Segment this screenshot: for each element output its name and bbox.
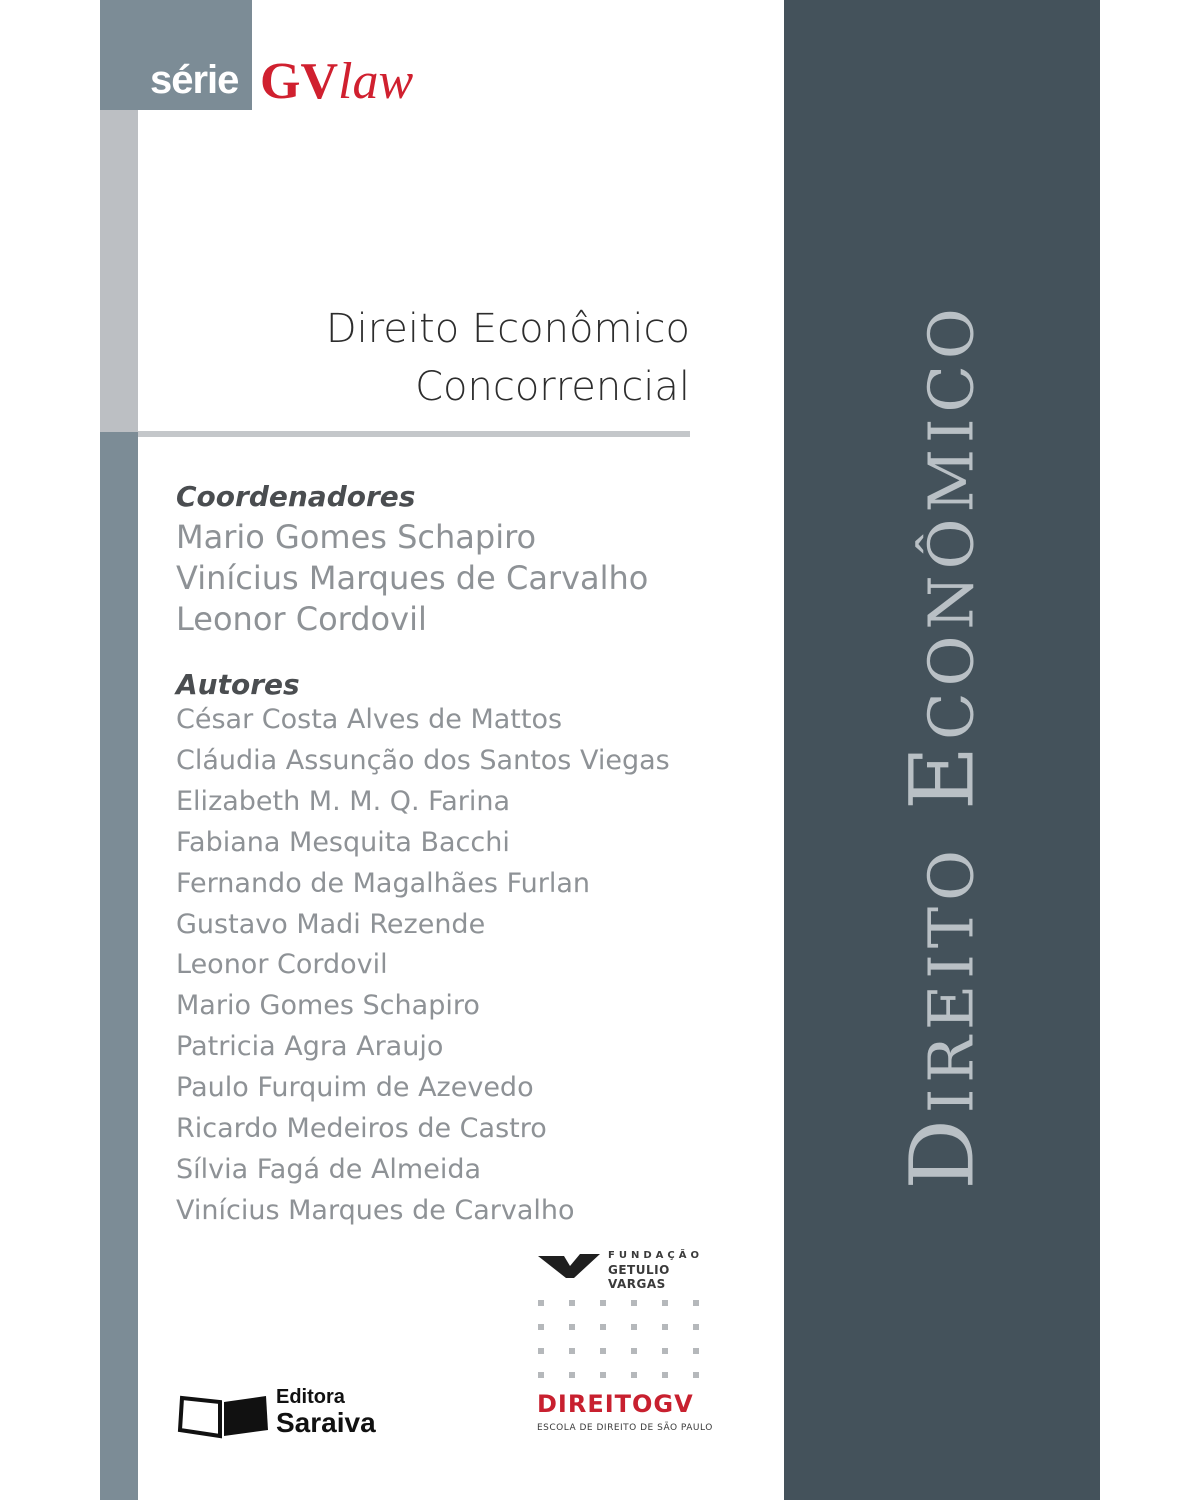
series-prefix: série <box>150 58 239 102</box>
grid-dot <box>538 1300 544 1306</box>
author-name: Vinícius Marques de Carvalho <box>176 1194 575 1226</box>
grid-dot <box>600 1300 606 1306</box>
dot-grid-decoration <box>538 1300 708 1375</box>
coordinators-heading: Coordenadores <box>176 480 416 513</box>
series-logo <box>260 52 413 111</box>
grid-dot <box>538 1348 544 1354</box>
grid-dot <box>569 1372 575 1378</box>
fgv-logo <box>538 1250 708 1290</box>
book-cover <box>100 0 1100 1500</box>
grid-dot <box>631 1300 637 1306</box>
author-name: Leonor Cordovil <box>176 949 388 981</box>
grid-dot <box>538 1324 544 1330</box>
grid-dot <box>662 1324 668 1330</box>
side-bar-light <box>100 110 138 432</box>
authors-list <box>176 700 670 1232</box>
side-bar-dark <box>100 432 138 1500</box>
grid-dot <box>569 1300 575 1306</box>
series-name-main: GV <box>260 53 338 110</box>
title-line-2: Concorrencial <box>415 364 690 410</box>
author-name: Elizabeth M. M. Q. Farina <box>176 785 511 817</box>
grid-dot <box>662 1372 668 1378</box>
open-book-icon <box>176 1390 272 1442</box>
fgv-chevron-icon <box>538 1250 600 1280</box>
grid-dot <box>600 1372 606 1378</box>
grid-dot <box>631 1324 637 1330</box>
fgv-line-1: FUNDAÇÃO <box>608 1250 703 1261</box>
publisher-line-2: Saraiva <box>276 1407 376 1438</box>
title-line-1: Direito Econômico <box>325 306 690 352</box>
publisher-line-1: Editora <box>276 1386 345 1408</box>
book-title <box>326 300 690 416</box>
author-name: Sílvia Fagá de Almeida <box>176 1153 482 1185</box>
spine-panel <box>784 0 1100 1500</box>
grid-dot <box>662 1348 668 1354</box>
spine-title: Direito Econômico <box>890 302 994 1190</box>
author-name: Cláudia Assunção dos Santos Viegas <box>176 744 670 776</box>
coordinator-name: Vinícius Marques de Carvalho <box>176 559 649 597</box>
grid-dot <box>538 1372 544 1378</box>
author-name: Patricia Agra Araujo <box>176 1031 444 1063</box>
grid-dot <box>569 1324 575 1330</box>
fgv-line-2: GETULIO VARGAS <box>608 1263 670 1291</box>
author-name: Gustavo Madi Rezende <box>176 908 486 940</box>
author-name: Ricardo Medeiros de Castro <box>176 1113 547 1145</box>
author-name: Fernando de Magalhães Furlan <box>176 867 591 899</box>
coordinator-name: Leonor Cordovil <box>176 600 427 638</box>
author-name: Mario Gomes Schapiro <box>176 990 480 1022</box>
coordinators-list <box>176 517 648 640</box>
authors-heading: Autores <box>176 668 300 701</box>
publisher-logo <box>276 1386 376 1438</box>
grid-dot <box>600 1348 606 1354</box>
direito-gv-subtitle: ESCOLA DE DIREITO DE SÃO PAULO <box>537 1423 713 1433</box>
grid-dot <box>631 1348 637 1354</box>
grid-dot <box>693 1324 699 1330</box>
grid-dot <box>693 1348 699 1354</box>
grid-dot <box>662 1300 668 1306</box>
grid-dot <box>693 1300 699 1306</box>
coordinator-name: Mario Gomes Schapiro <box>176 518 537 556</box>
series-name-suffix: law <box>338 53 414 110</box>
grid-dot <box>600 1324 606 1330</box>
author-name: Fabiana Mesquita Bacchi <box>176 826 510 858</box>
grid-dot <box>569 1348 575 1354</box>
author-name: Paulo Furquim de Azevedo <box>176 1072 534 1104</box>
grid-dot <box>693 1372 699 1378</box>
series-banner <box>100 0 252 110</box>
author-name: César Costa Alves de Mattos <box>176 704 563 735</box>
direito-gv-logo-text: DIREITOGV <box>537 1390 694 1418</box>
title-divider <box>138 431 690 437</box>
grid-dot <box>631 1372 637 1378</box>
